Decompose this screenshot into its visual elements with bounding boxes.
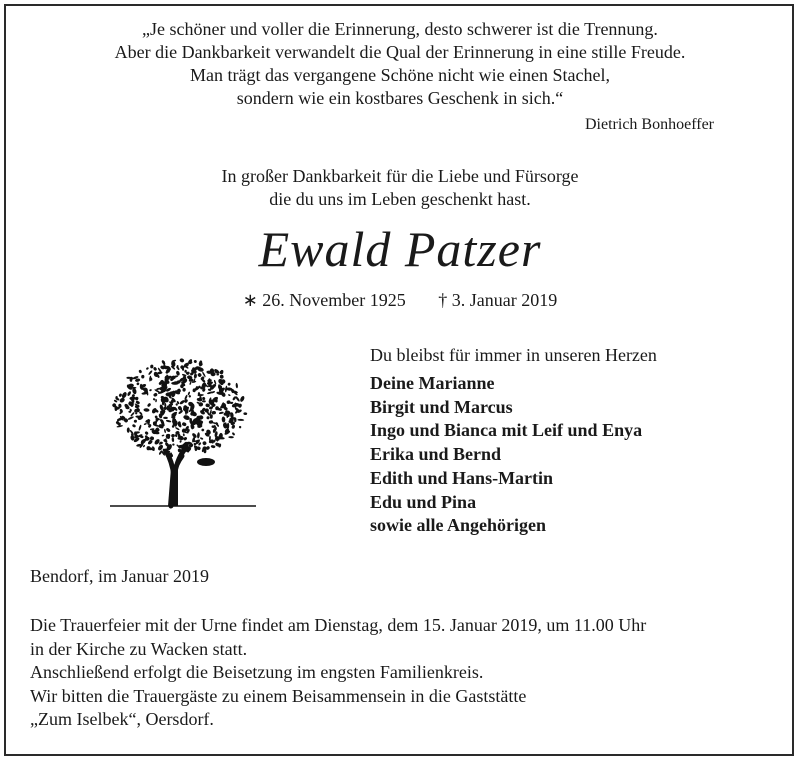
intro-line: die du uns im Leben geschenkt hast. (269, 189, 531, 209)
ceremony-info (30, 614, 646, 732)
intro-line: In großer Dankbarkeit für die Liebe und Fürsorge (221, 166, 579, 186)
info-line: „Zum Iselbek“, Oersdorf. (30, 709, 214, 729)
deceased-name: Ewald Patzer (258, 221, 542, 277)
family-member: sowie alle Angehörigen (370, 515, 546, 536)
family-member: Ingo und Bianca mit Leif und Enya (370, 420, 643, 441)
info-line: Anschließend erfolgt die Beisetzung im engsten Familienkreis. (30, 662, 484, 682)
info-line: Die Trauerfeier mit der Urne findet am Dienstag, dem 15. Januar 2019, um 11.00 Uhr (30, 615, 647, 635)
quote-line: „Je schöner und voller die Erinnerung, desto schwerer ist die Trennung. (142, 19, 658, 39)
family-member: Erika und Bernd (370, 444, 502, 465)
tree-icon (108, 356, 258, 516)
family-intro: Du bleibst für immer in unseren Herzen (370, 345, 657, 365)
family-member: Edith und Hans-Martin (370, 467, 554, 488)
quote-line: Man trägt das vergangene Schöne nicht wie einen Stachel, (189, 65, 611, 85)
quote-line: sondern wie ein kostbares Geschenk in sich.“ (236, 88, 564, 108)
quote-author: Dietrich Bonhoeffer (585, 116, 714, 133)
quote (0, 18, 800, 110)
place-date: Bendorf, im Januar 2019 (30, 566, 209, 586)
info-line: in der Kirche zu Wacken statt. (30, 638, 248, 659)
life-dates (0, 290, 800, 311)
family-member: Deine Marianne (370, 373, 495, 393)
death-date: † 3. Januar 2019 (438, 290, 558, 310)
intro-text (0, 165, 800, 211)
info-line: Wir bitten die Trauergäste zu einem Beisammensein in die Gaststätte (30, 685, 527, 706)
family-block (370, 343, 657, 538)
quote-line: Aber die Dankbarkeit verwandelt die Qual der Erinnerung in eine stille Freude. (114, 42, 686, 62)
family-member: Edu und Pina (370, 491, 477, 512)
birth-date: ∗ 26. November 1925 (242, 290, 406, 310)
family-member: Birgit und Marcus (370, 396, 513, 417)
